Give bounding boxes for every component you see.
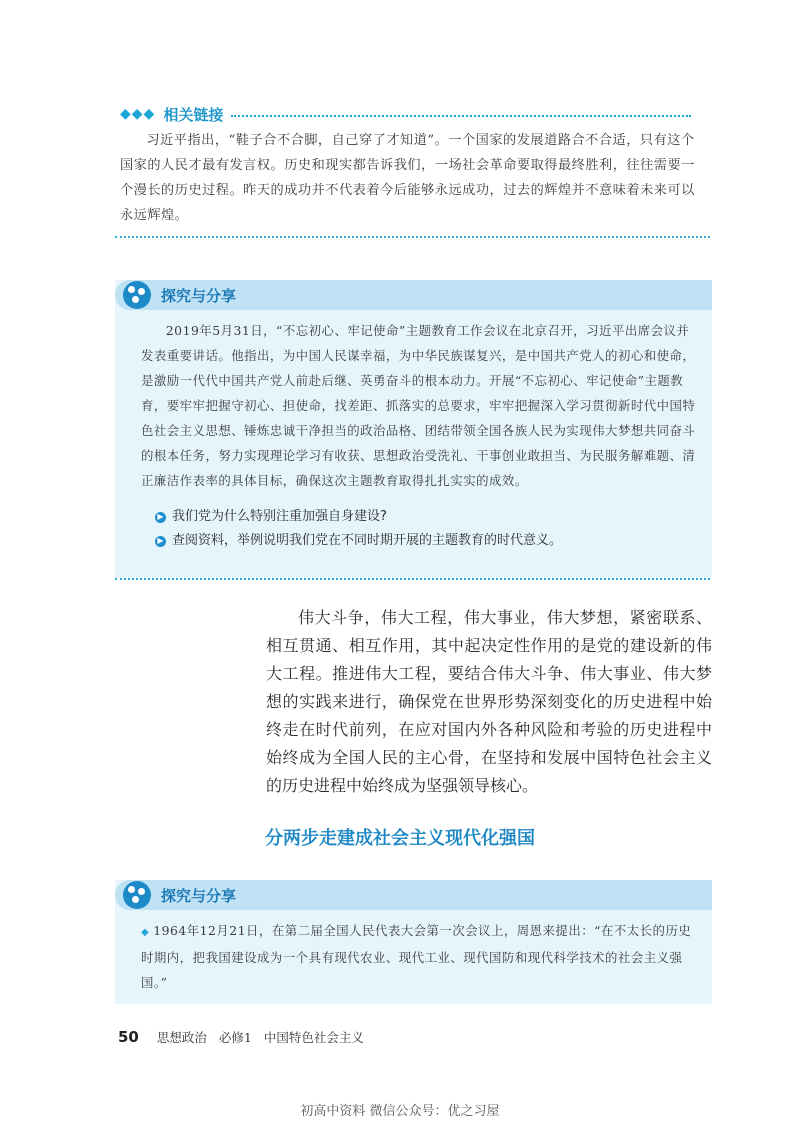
dotted-rule — [231, 115, 691, 117]
explore-share-text: 2019年5月31日，“不忘初心、牢记使命”主题教育工作会议在北京召开，习近平出席会议并发表重要讲话。他指出，为中国人民谋幸福，为中华民族谋复兴，是中国共产党人的初心和使命，是激励一代代中国共产党人前赴后继、英勇奋斗的根本动力。开展“不忘初心、牢记使命”主题教育，要牢牢把握守初心、担使命，找差距、抓落实的总要求，牢牢把握深入学习贯彻新时代中国特色社会主义思想、锤炼忠诚干净担当的政治品格、团结带领全国各族人民为实现伟大梦想共同奋斗的根本任务，努力实现理论学习有收获、思想政治受洗礼、干事创业敢担当、为民服务解难题、清正廉洁作表率的具体目标，确保这次主题教育取得扎扎实实的成效。 — [141, 323, 696, 488]
explore-share-tab — [115, 280, 712, 310]
explore-share-title: 探究与分享 — [161, 886, 237, 905]
page-footer — [118, 1028, 364, 1046]
section-divider — [115, 236, 710, 238]
play-bullet-icon: ▶ — [155, 536, 166, 547]
explore-share-box — [115, 280, 712, 578]
related-link-title: 相关链接 — [163, 105, 224, 124]
explore-icon — [123, 281, 151, 309]
main-paragraph: 伟大斗争，伟大工程，伟大事业，伟大梦想，紧密联系、相互贯通、相互作用，其中起决定性作用的是党的建设新的伟大工程。推进伟大工程，要结合伟大斗争、伟大事业、伟大梦想的实践来进行，确保党在世界形势深刻变化的历史进程中始终走在时代前列，在应对国内外各种风险和考验的历史进程中始终成为全国人民的主心骨，在坚持和发展中国特色社会主义的历史进程中始终成为坚强领导核心。 — [266, 608, 712, 795]
quote-content: 1964年12月21日，在第二届全国人民代表大会第一次会议上，周恩来提出：“在不太长的历史时期内，把我国建设成为一个具有现代农业、现代工业、现代国防和现代科学技术的社会主义强国。” — [141, 923, 692, 990]
play-bullet-icon: ▶ — [155, 512, 166, 523]
section-divider — [115, 578, 710, 580]
diamond-bullets-icon: ◆◆◆ — [120, 106, 156, 122]
book-title: 中国特色社会主义 — [263, 1030, 364, 1045]
explore-share-text — [141, 918, 696, 995]
page-number: 50 — [118, 1028, 139, 1046]
watermark-text: 初高中资料 微信公众号：优之习屋 — [300, 1104, 500, 1119]
explore-share-box — [115, 880, 712, 1004]
explore-share-tab — [115, 880, 712, 910]
related-link-header — [120, 104, 691, 124]
question-text: 我们党为什么特别注重加强自身建设? — [172, 509, 387, 524]
book-subject: 思想政治 — [156, 1030, 207, 1045]
question-text: 查阅资料，举例说明我们党在不同时期开展的主题教育的时代意义。 — [172, 533, 563, 548]
diamond-bullet-icon: ◆ — [141, 927, 150, 938]
related-link-text: 习近平指出，“鞋子合不合脚，自己穿了才知道”。一个国家的发展道路合不合适，只有这个国家的人民才最有发言权。历史和现实都告诉我们，一场社会革命要取得最终胜利，往往需要一个漫长的历史过程。昨天的成功并不代表着今后能够永远成功，过去的辉煌并不意味着未来可以永远辉煌。 — [120, 133, 695, 223]
book-volume: 必修1 — [218, 1030, 252, 1045]
explore-share-title: 探究与分享 — [161, 286, 237, 305]
section-heading: 分两步走建成社会主义现代化强国 — [265, 828, 535, 849]
question-item — [155, 529, 712, 553]
explore-icon — [123, 881, 151, 909]
question-item — [155, 505, 712, 529]
